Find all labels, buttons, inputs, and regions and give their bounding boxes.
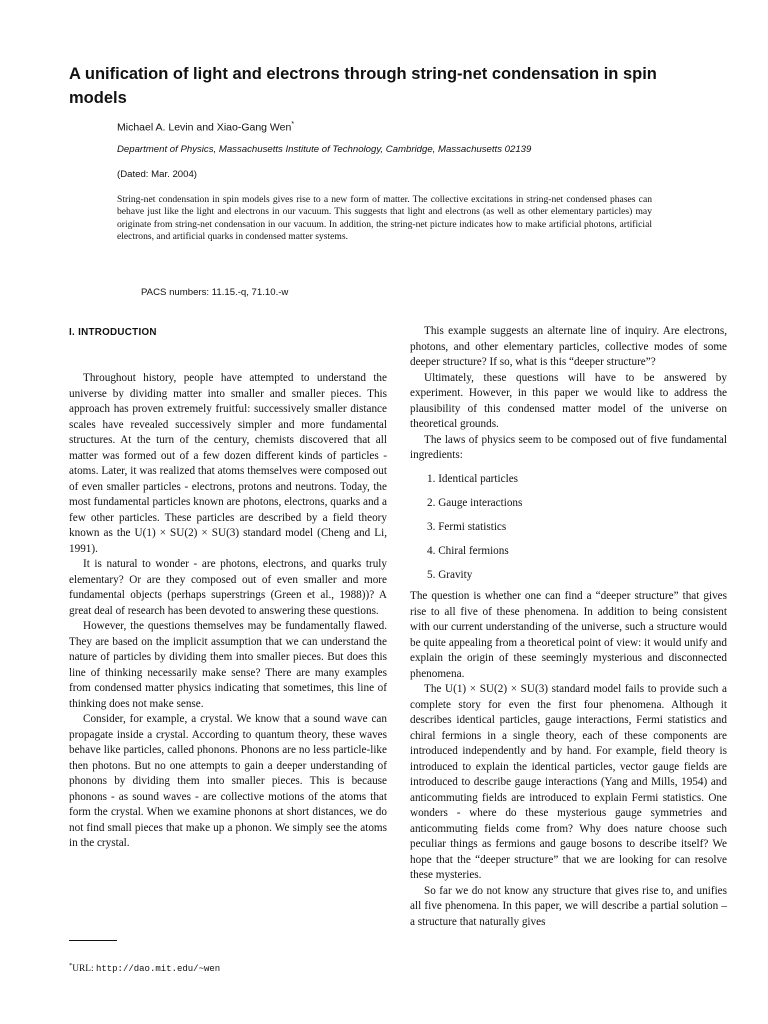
paragraph: The question is whether one can find a “deeper structure” that gives rise to all five of these phenomena. In addition to being consistent with our current understanding of the universe, such a structure would be quite appealing from a theoretical point of view: it would unify and explain the origin of these seemingly mysterious and disconnected phenomena. <box>410 590 727 680</box>
ingredients-list <box>410 472 727 584</box>
paragraph: Ultimately, these questions will have to be answered by experiment. However, in this paper we would like to address the plausibility of this condensed matter model of the universe on theoretical grounds. <box>410 371 727 430</box>
authors: Michael A. Levin and Xiao-Gang Wen <box>117 121 292 134</box>
affiliation: Department of Physics, Massachusetts Institute of Technology, Cambridge, Massachusetts 02139 <box>117 144 532 155</box>
author-line <box>117 121 294 134</box>
list-item: 1. Identical particles <box>427 472 519 485</box>
paragraph: This example suggests an alternate line of inquiry. Are electrons, photons, and other elementary particles, collective modes of some deeper structure? If so, what is this “deeper structure”? <box>410 325 727 368</box>
footnote-divider <box>69 940 117 941</box>
abstract: String-net condensation in spin models gives rise to a new form of matter. The collective excitations in string-net condensed phases can behave just like the light and electrons in our vacuum. This suggests that light and electrons (as well as other elementary particles) may originate from string-net condensation in our vacuum. In addition, the string-net picture indicates how to make artificial photons, artificial electrons, and artificial quarks in condensed matter systems. <box>117 194 652 242</box>
paragraph: The laws of physics seem to be composed out of five fundamental ingredients: <box>410 433 727 461</box>
right-column <box>410 324 727 930</box>
footnote-mark: * <box>69 962 73 969</box>
paragraph: Consider, for example, a crystal. We know that a sound wave can propagate inside a crystal. According to quantum theory, these waves behave like particles, called phonons. Phonons are no less particle-like then photons. But no one attempts to gain a deeper understanding of phonons by dividing them into smaller pieces. This is because phonons - as sound waves - are collective motions of the atoms that form the crystal. When we examine phonons at short distances, we do not find small pieces that make up a phonon. We simply see the atoms in the crystal. <box>69 713 387 849</box>
paragraph: So far we do not know any structure that gives rise to, and unifies all five phenomena. In this paper, we will describe a partial solution – a structure that naturally gives <box>410 884 727 928</box>
list-item: 3. Fermi statistics <box>427 520 507 533</box>
paragraph: The U(1) × SU(2) × SU(3) standard model fails to provide such a complete story for even the first four phenomena. Although it describes identical particles, gauge interactions, Fermi statistics and chiral fermions in a single theory, each of these components are introduced independently and by hand. For example, field theory is introduced to explain the identical particles, vector gauge fields are introduced to describe gauge interactions (Yang and Mills, 1954) and anticommuting fields are introduced to explain Fermi statistics. One wonders - where do these mysterious gauge symmetries and anticommuting fields come from? Why does nature choose such peculiar things as fermions and gauge bosons to describe itself? We hope that the “deeper structure” that we are looking for can resolve these mysteries. <box>410 683 727 881</box>
paragraph: Throughout history, people have attempted to understand the universe by dividing matter into smaller and smaller pieces. This approach has proven extremely fruitful: successively smaller distance scales have revealed successively simpler and more fundamental structures. At the turn of the century, chemists discovered that all matter was formed out of a few dozen different kinds of particles - atoms. Later, it was realized that atoms themselves were composed out of even smaller particles - electrons, protons and neutrons. Today, the most fundamental particles known are photons, electrons, quarks and a few other particles. These particles are described by a field theory known as the U(1) × SU(2) × SU(3) standard model (Cheng and Li, 1991). <box>69 372 387 555</box>
section-heading: I. INTRODUCTION <box>69 327 157 338</box>
left-column <box>69 325 387 852</box>
paper-title: A unification of light and electrons through string-net condensation in spin models <box>69 65 657 107</box>
date-line: (Dated: Mar. 2004) <box>117 169 197 180</box>
list-item: 5. Gravity <box>427 568 473 581</box>
footnote <box>69 962 220 974</box>
list-item: 4. Chiral fermions <box>427 544 509 557</box>
list-item: 2. Gauge interactions <box>427 496 523 509</box>
footnote-label: URL: <box>72 964 96 975</box>
paragraph: However, the questions themselves may be fundamentally flawed. They are based on the implicit assumption that we can understand the nature of particles by dividing them into smaller pieces. But does this line of thinking necessarily make sense? There are many examples from condensed matter physics indicating that sometimes, this line of thinking does not make sense. <box>69 620 387 710</box>
paragraph: It is natural to wonder - are photons, electrons, and quarks truly elementary? Or are they composed out of even smaller and more fundamental objects (perhaps superstrings (Green et al., 1988))? A great deal of research has been devoted to answering these questions. <box>69 558 387 617</box>
pacs-numbers: PACS numbers: 11.15.-q, 71.10.-w <box>141 287 289 298</box>
author-footnote-mark: * <box>291 121 295 128</box>
author-url-link[interactable]: http://dao.mit.edu/~wen <box>95 964 221 975</box>
